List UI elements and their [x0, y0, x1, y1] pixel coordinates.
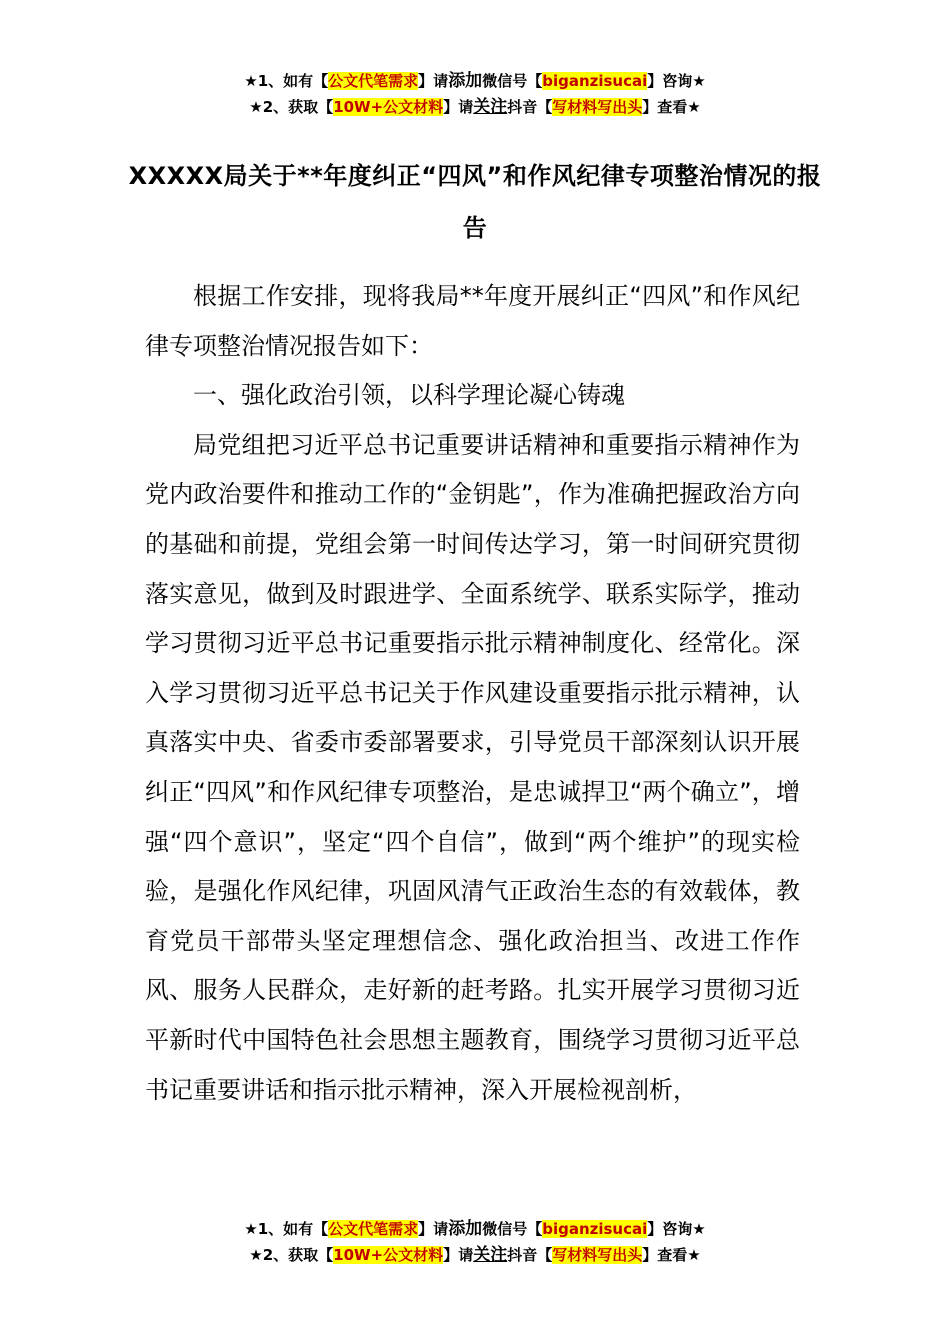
banner-line-2: ★2、获取【10W+公文材料】请关注抖音【写材料写出头】查看★ — [249, 97, 701, 117]
highlight-materials: 10W+公文材料 — [333, 98, 444, 116]
highlight-wechat-id: biganzisucai — [542, 72, 648, 90]
highlight-douyin: 写材料写出头 — [552, 1246, 643, 1264]
highlight-douyin: 写材料写出头 — [552, 98, 643, 116]
document-title: XXXXX局关于**年度纠正“四风”和作风纪律专项整治情况的报告 — [128, 162, 822, 242]
header-banner — [0, 68, 950, 120]
intro-paragraph: 根据工作安排，现将我局**年度开展纠正“四风”和作风纪律专项整治情况报告如下： — [145, 282, 800, 360]
banner-line-2: ★2、获取【10W+公文材料】请关注抖音【写材料写出头】查看★ — [249, 1245, 701, 1265]
section-heading: 一、强化政治引领，以科学理论凝心铸魂 — [193, 381, 625, 410]
highlight-service: 公文代笔需求 — [328, 72, 419, 90]
document-body — [145, 272, 800, 1115]
footer-banner — [0, 1216, 950, 1268]
highlight-wechat-id: biganzisucai — [542, 1220, 648, 1238]
body-paragraph: 局党组把习近平总书记重要讲话精神和重要指示精神作为党内政治要件和推动工作的“金钥匙”，作为准确把握政治方向的基础和前提，党组会第一时间传达学习，第一时间研究贯彻落实意见，做到及时跟进学、全面系统学、联系实际学，推动学习贯彻习近平总书记重要指示批示精神制度化、经常化。深入学习贯彻习近平总书记关于作风建设重要指示批示精神，认真落实中央、省委市委部署要求，引导党员干部深刻认识开展纠正“四风”和作风纪律专项整治，是忠诚捍卫“两个确立”，增强“四个意识”，坚定“四个自信”，做到“两个维护”的现实检验，是强化作风纪律，巩固风清气正政治生态的有效载体，教育党员干部带头坚定理想信念、强化政治担当、改进工作作风、服务人民群众，走好新的赶考路。扎实开展学习贯彻习近平新时代中国特色社会思想主题教育，围绕学习贯彻习近平总书记重要讲话和指示批示精神，深入开展检视剖析， — [145, 430, 800, 1104]
highlight-service: 公文代笔需求 — [328, 1220, 419, 1238]
highlight-materials: 10W+公文材料 — [333, 1246, 444, 1264]
banner-line-1: ★1、如有【公文代笔需求】请添加微信号【biganzisucai】咨询★ — [244, 1219, 706, 1239]
banner-line-1: ★1、如有【公文代笔需求】请添加微信号【biganzisucai】咨询★ — [244, 71, 706, 91]
